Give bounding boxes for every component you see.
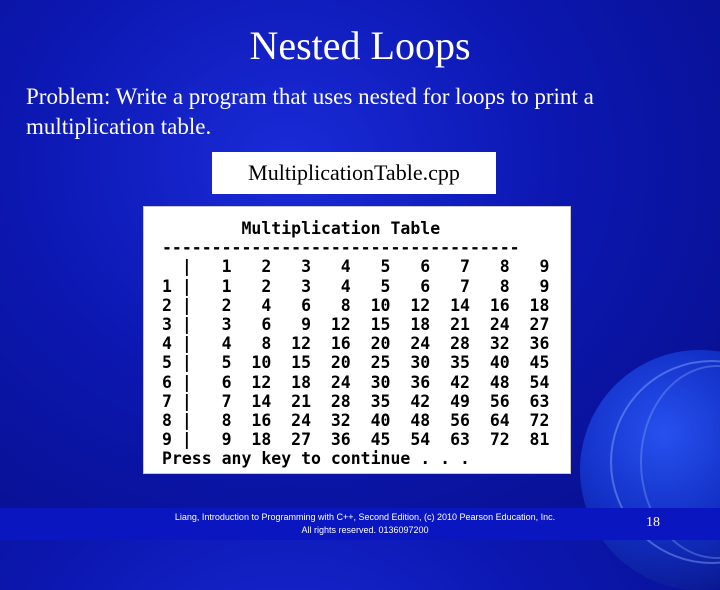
slide-title: Nested Loops — [249, 23, 471, 68]
footer-credit — [80, 511, 650, 537]
problem-statement: Problem: Write a program that uses nested for loops to print a multiplication table. — [26, 84, 594, 139]
source-file-label: MultiplicationTable.cpp — [212, 152, 496, 194]
console-output-window — [143, 206, 571, 474]
page-number: 18 — [646, 515, 660, 530]
footer-credit-line: All rights reserved. 0136097200 — [301, 525, 429, 535]
console-output-text: Multiplication Table ------------------------------------ | 1 2 3 4 5 6 7 8 9 1 | 1 2 3 4 5 6 7 8 9 2 | 2 4 6 8 10 12 14 16 18 3 | 3 6 9 12 15 18 21 24 27 4 | 4 8 12 16 20 24 28 32 36 5 | 5 10 15 20 25 30 35 40 45 6 | 6 12 18 24 30 36 42 48 54 7 | 7 14 21 28 35 42 49 56 63 8 | 8 16 24 32 40 48 56 64 72 9 | 9 18 27 36 45 54 63 72 81 Press any key to continue . . . — [162, 219, 550, 469]
footer-credit-line: Liang, Introduction to Programming with C++, Second Edition, (c) 2010 Pearson Education, Inc. — [174, 512, 556, 522]
